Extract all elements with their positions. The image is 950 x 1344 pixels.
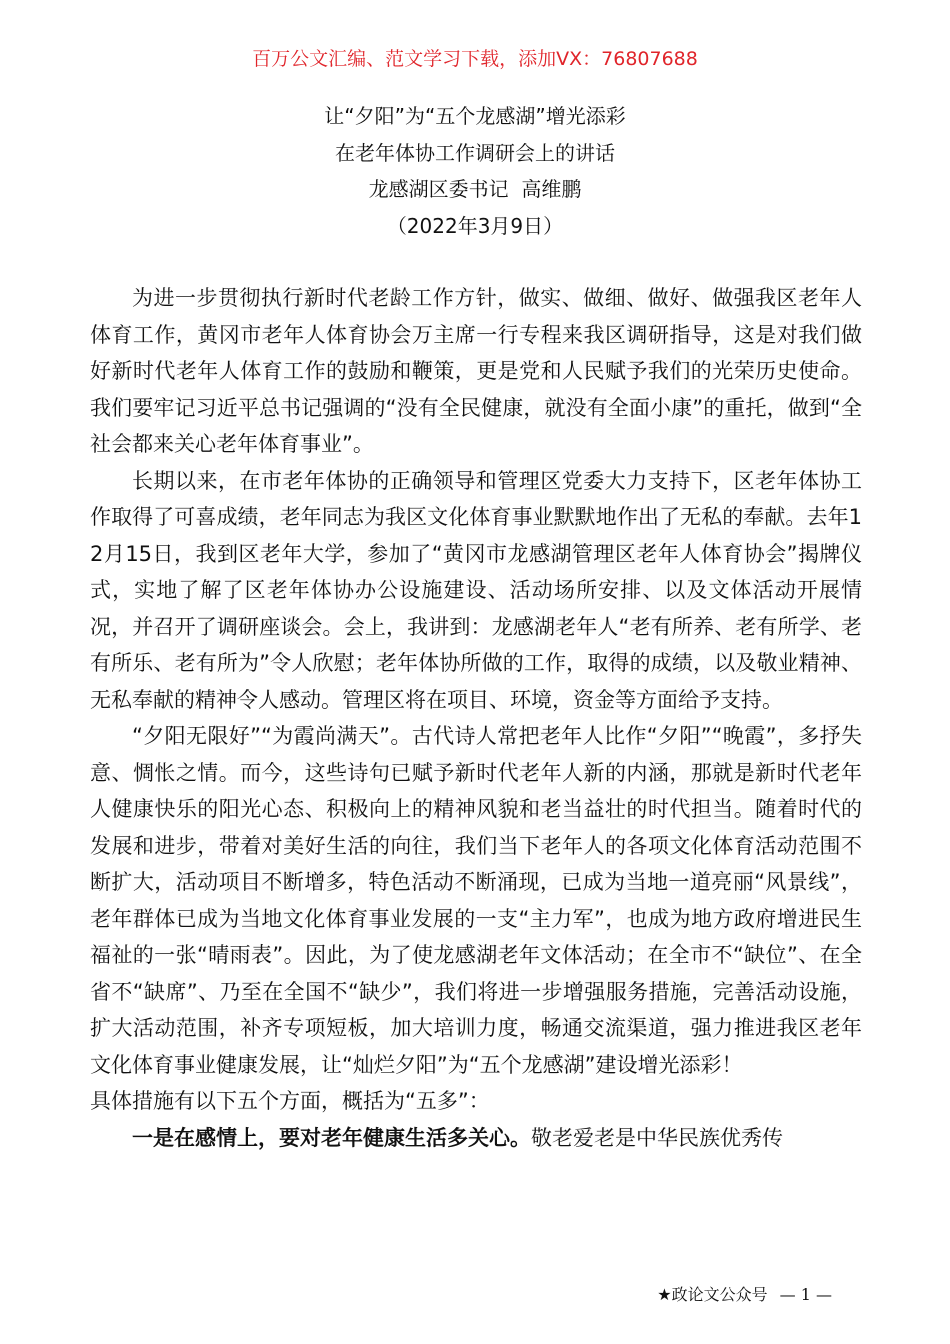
main-title: 让“夕阳”为“五个龙感湖”增光添彩 [324,104,626,128]
paragraph-3: “夕阳无限好”“为霞尚满天”。古代诗人常把老年人比作“夕阳”“晚霞”，多抒失意、惆怅之情。而今，这些诗句已赋予新时代老年人新的内涵，那就是新时代老年人健康快乐的阳光心态、积极向上的精神风貌和老当益壮的时代担当。随着时代的发展和进步，带着对美好生活的向往，我们当下老年人的各项文化体育活动范围不断扩大，活动项目不断增多，特色活动不断涌现，已成为当地一道亮丽“风景线”，老年群体已成为当地文化体育事业发展的一支“主力军”，也成为地方政府增进民生福祉的一张“晴雨表”。因此，为了使龙感湖老年文体活动；在全市不“缺位”、在全省不“缺席”、乃至在全国不“缺少”，我们将进一步增强服务措施，完善活动设施，扩大活动范围，补齐专项短板，加大培训力度，畅通交流渠道，强力推进我区老年文化体育事业健康发展，让“灿烂夕阳”为“五个龙感湖”建设增光添彩！ [90,724,862,1077]
author-line: 龙感湖区委书记 高维鹏 [368,177,582,201]
date-line: （2022年3月9日） [386,213,564,238]
paragraph-5-text: 敬老爱老是中华民族优秀传 [531,1125,783,1150]
paragraph-4: 具体措施有以下五个方面，概括为“五多”： [90,1089,490,1113]
section-heading-1: 一是在感情上，要对老年健康生活多关心。 [132,1125,531,1150]
paragraph-2: 长期以来，在市老年体协的正确领导和管理区党委大力支持下，区老年体协工作取得了可喜成绩，老年同志为我区文化体育事业默默地作出了无私的奉献。去年12月15日，我到区老年大学，参加了“黄冈市龙感湖管理区老年人体育协会”揭牌仪式，实地了解了区老年体协办公设施建设、活动场所安排、以及文体活动开展情况，并召开了调研座谈会。会上，我讲到：龙感湖老年人“老有所养、老有所学、老有所乐、老有所为”令人欣慰；老年体协所做的工作，取得的成绩，以及敬业精神、无私奉献的精神令人感动。管理区将在项目、环境，资金等方面给予支持。 [90,468,862,712]
promo-banner: 百万公文汇编、范文学习下载，添加VX：76807688 [252,48,698,70]
page-number: — 1 — [779,1285,832,1304]
title-block [0,98,950,244]
footer-source: ★政论文公众号 [657,1285,768,1304]
page-footer [657,1283,832,1307]
paragraph-5 [90,1120,862,1157]
subtitle: 在老年体协工作调研会上的讲话 [335,140,615,165]
paragraph-1: 为进一步贯彻执行新时代老龄工作方针，做实、做细、做好、做强我区老年人体育工作，黄冈市老年人体育协会万主席一行专程来我区调研指导，这是对我们做好新时代老年人体育工作的鼓励和鞭策，更是党和人民赋予我们的光荣历史使命。我们要牢记习近平总书记强调的“没有全民健康，就没有全面小康”的重托，做到“全社会都来关心老年体育事业”。 [90,286,862,456]
speech-body [90,280,862,1156]
